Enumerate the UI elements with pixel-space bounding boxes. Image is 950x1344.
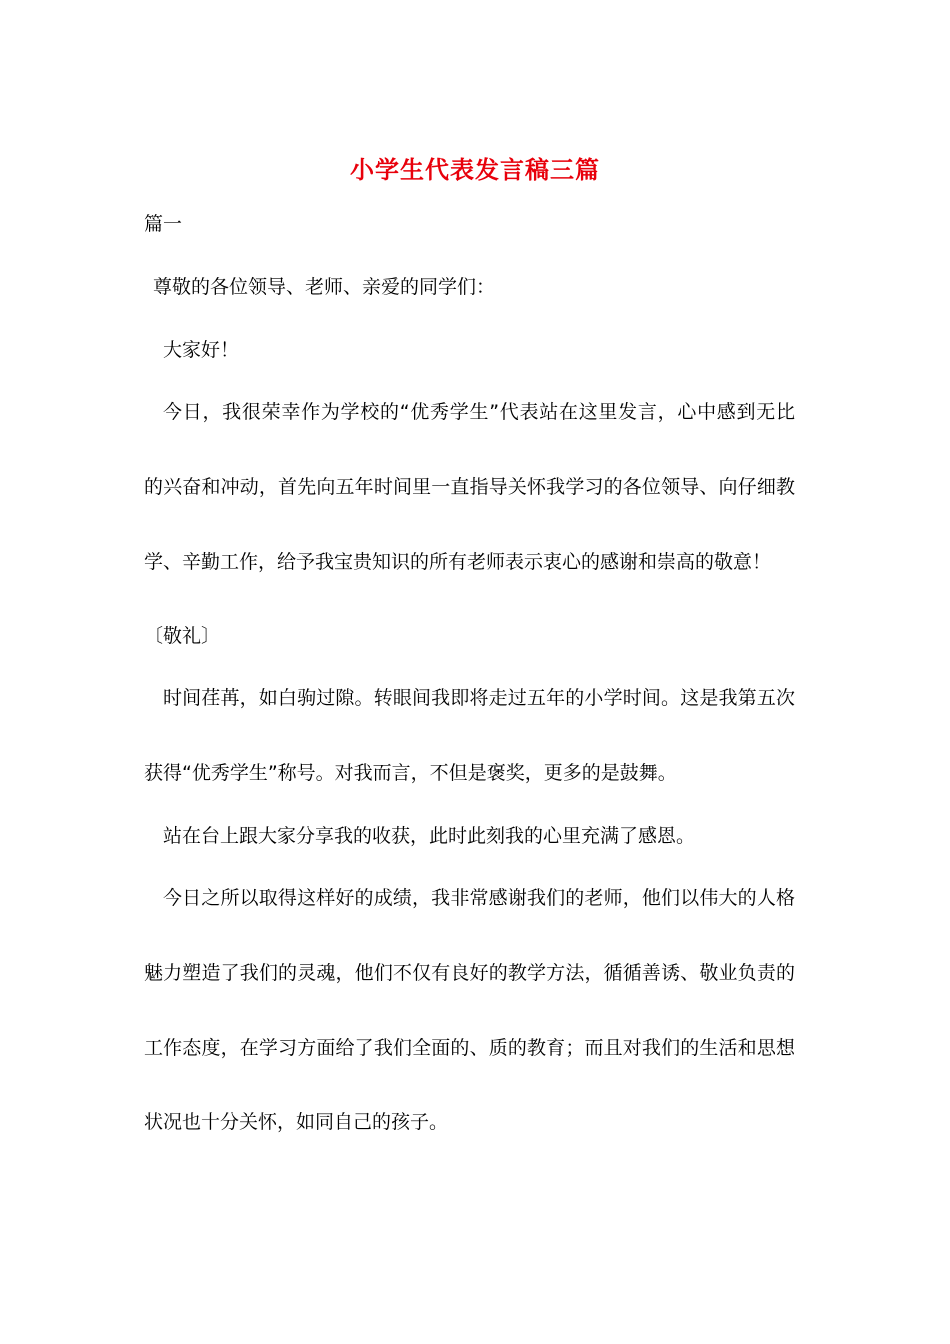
paragraph-1-line-3: 学、辛勤工作，给予我宝贵知识的所有老师表示衷心的感谢和崇高的敬意！ <box>144 551 772 573</box>
paragraph-1-line-1: 今日，我很荣幸作为学校的“优秀学生”代表站在这里发言，心中感到无比 <box>163 401 795 423</box>
paragraph-2-line-2: 获得“优秀学生”称号。对我而言，不但是褒奖，更多的是鼓舞。 <box>144 762 677 784</box>
paragraph-4-line-2: 魅力塑造了我们的灵魂，他们不仅有良好的教学方法，循循善诱、敬业负责的 <box>144 962 795 984</box>
hello-line: 大家好！ <box>163 339 240 361</box>
paragraph-4-line-1: 今日之所以取得这样好的成绩，我非常感谢我们的老师，他们以伟大的人格 <box>163 887 795 909</box>
paragraph-4-line-4: 状况也十分关怀，如同自己的孩子。 <box>144 1111 449 1133</box>
paragraph-4-line-3: 工作态度，在学习方面给了我们全面的、质的教育；而且对我们的生活和思想 <box>144 1037 795 1059</box>
paragraph-3-line-1: 站在台上跟大家分享我的收获，此时此刻我的心里充满了感恩。 <box>163 825 696 847</box>
paragraph-2-line-1: 时间荏苒，如白驹过隙。转眼间我即将走过五年的小学时间。这是我第五次 <box>163 687 795 709</box>
paragraph-1-line-2: 的兴奋和冲动，首先向五年时间里一直指导关怀我学习的各位领导、向仔细教 <box>144 476 795 498</box>
document-title: 小学生代表发言稿三篇 <box>350 155 600 184</box>
salute-line: 〔敬礼〕 <box>144 625 221 647</box>
section-heading: 篇一 <box>144 213 183 235</box>
greeting-line: 尊敬的各位领导、老师、亲爱的同学们： <box>153 276 496 298</box>
